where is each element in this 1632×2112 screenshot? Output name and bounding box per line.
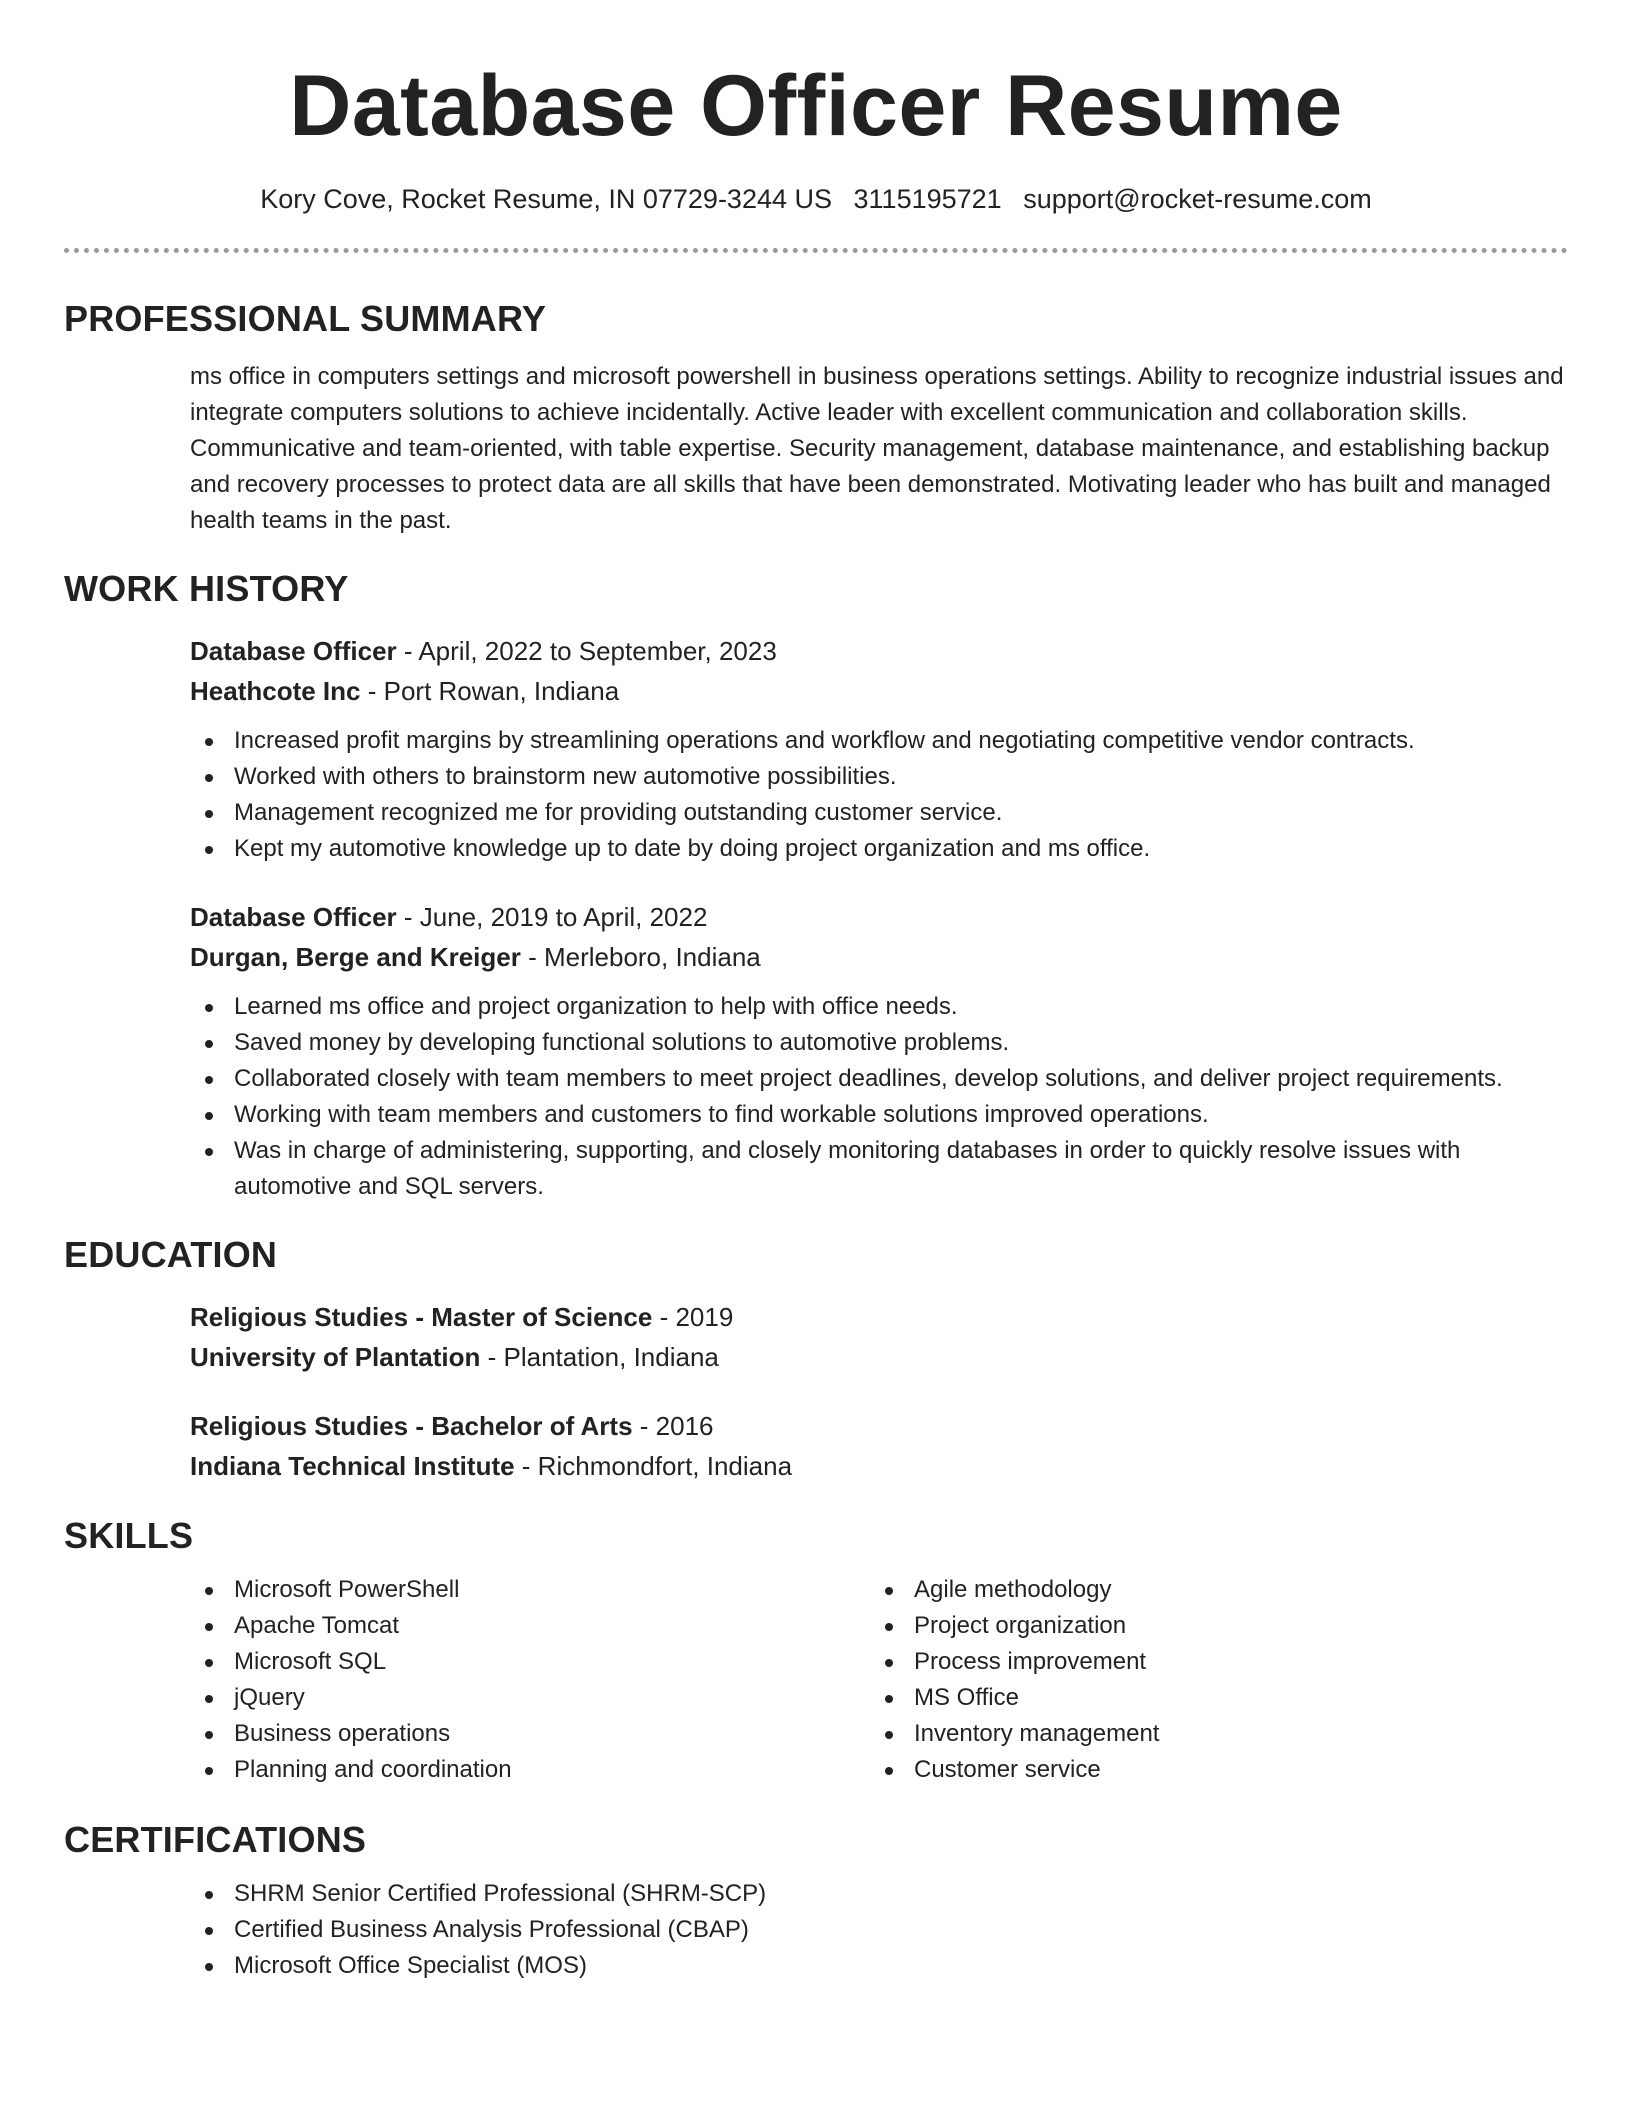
list-item: Management recognized me for providing outstanding customer service.	[190, 795, 1568, 831]
school-location: - Richmondfort, Indiana	[514, 1451, 793, 1481]
job-bullets	[190, 723, 1568, 867]
job-dates: - June, 2019 to April, 2022	[396, 902, 708, 932]
school-name: University of Plantation	[190, 1342, 481, 1372]
job-entry	[190, 897, 1568, 1205]
contact-email: support@rocket-resume.com	[1023, 184, 1372, 214]
degree-line	[190, 1406, 1568, 1446]
job-location: - Port Rowan, Indiana	[360, 676, 620, 706]
work-history-section	[64, 567, 1568, 1205]
resume-header	[64, 0, 1568, 216]
list-item: SHRM Senior Certified Professional (SHRM-SCP)	[190, 1876, 1568, 1912]
job-role: Database Officer	[190, 902, 397, 932]
list-item: Saved money by developing functional solutions to automotive problems.	[190, 1025, 1568, 1061]
work-history-heading: WORK HISTORY	[64, 568, 349, 609]
skills-list	[190, 1572, 870, 1788]
job-bullets	[190, 989, 1568, 1205]
job-company: Heathcote Inc	[190, 676, 361, 706]
list-item: Worked with others to brainstorm new automotive possibilities.	[190, 759, 1568, 795]
list-item: Project organization	[870, 1608, 1550, 1644]
list-item: Learned ms office and project organization to help with office needs.	[190, 989, 1568, 1025]
list-item: Certified Business Analysis Professional (CBAP)	[190, 1912, 1568, 1948]
certifications-section	[64, 1818, 1568, 1984]
list-item: Microsoft SQL	[190, 1644, 870, 1680]
skills-grid	[190, 1572, 1568, 1788]
list-item: Agile methodology	[870, 1572, 1550, 1608]
skills-list	[870, 1572, 1550, 1788]
list-item: Microsoft PowerShell	[190, 1572, 870, 1608]
contact-phone: 3115195721	[853, 184, 1002, 214]
list-item: Was in charge of administering, supporting, and closely monitoring databases in order to quickly resolve issues with automotive and SQL servers.	[190, 1133, 1568, 1205]
job-role: Database Officer	[190, 636, 397, 666]
summary-text: ms office in computers settings and microsoft powershell in business operations settings. Ability to recognize industrial issues and integrate computers solutions to achieve incidentally. Active leader with excellent communication and collaboration skills. Communicative and team-oriented, with table expertise. Security management, database maintenance, and establishing backup and recovery processes to protect data are all skills that have been demonstrated. Motivating leader who has built and managed health teams in the past.	[190, 363, 1564, 534]
job-company-line	[190, 671, 1568, 711]
list-item: Planning and coordination	[190, 1752, 870, 1788]
job-company: Durgan, Berge and Kreiger	[190, 942, 521, 972]
list-item: Apache Tomcat	[190, 1608, 870, 1644]
list-item: Customer service	[870, 1752, 1550, 1788]
job-title-line	[190, 631, 1568, 671]
education-heading: EDUCATION	[64, 1234, 278, 1275]
skills-heading: SKILLS	[64, 1515, 194, 1556]
list-item: Inventory management	[870, 1716, 1550, 1752]
list-item: Business operations	[190, 1716, 870, 1752]
resume-page	[64, 0, 1568, 1984]
list-item: jQuery	[190, 1680, 870, 1716]
school-name: Indiana Technical Institute	[190, 1451, 515, 1481]
school-line	[190, 1337, 1568, 1377]
list-item: Kept my automotive knowledge up to date by doing project organization and ms office.	[190, 831, 1568, 867]
education-entry	[190, 1297, 1568, 1377]
degree-year: - 2019	[652, 1302, 734, 1332]
certifications-body	[190, 1876, 1568, 1984]
job-entry	[190, 631, 1568, 867]
contact-line	[64, 182, 1568, 216]
education-section	[64, 1233, 1568, 1486]
skills-section	[64, 1514, 1568, 1788]
resume-title: Database Officer Resume	[289, 58, 1343, 154]
skills-column-left	[190, 1572, 870, 1788]
school-line	[190, 1446, 1568, 1486]
job-location: - Merleboro, Indiana	[520, 942, 761, 972]
contact-address: Kory Cove, Rocket Resume, IN 07729-3244 US	[260, 184, 833, 214]
job-dates: - April, 2022 to September, 2023	[396, 636, 777, 666]
list-item: Collaborated closely with team members to meet project deadlines, develop solutions, and deliver project requirements.	[190, 1061, 1568, 1097]
certifications-list	[190, 1876, 1568, 1984]
job-company-line	[190, 937, 1568, 977]
degree: Religious Studies - Bachelor of Arts	[190, 1411, 633, 1441]
degree-line	[190, 1297, 1568, 1337]
header-divider	[64, 248, 1568, 253]
list-item: Microsoft Office Specialist (MOS)	[190, 1948, 1568, 1984]
school-location: - Plantation, Indiana	[480, 1342, 719, 1372]
degree-year: - 2016	[632, 1411, 714, 1441]
certifications-heading: CERTIFICATIONS	[64, 1819, 367, 1860]
list-item: Process improvement	[870, 1644, 1550, 1680]
degree: Religious Studies - Master of Science	[190, 1302, 653, 1332]
job-title-line	[190, 897, 1568, 937]
summary-section	[64, 297, 1568, 539]
summary-heading: PROFESSIONAL SUMMARY	[64, 298, 547, 339]
list-item: Increased profit margins by streamlining operations and workflow and negotiating competitive vendor contracts.	[190, 723, 1568, 759]
skills-column-right	[870, 1572, 1550, 1788]
list-item: MS Office	[870, 1680, 1550, 1716]
education-entry	[190, 1406, 1568, 1486]
list-item: Working with team members and customers to find workable solutions improved operations.	[190, 1097, 1568, 1133]
